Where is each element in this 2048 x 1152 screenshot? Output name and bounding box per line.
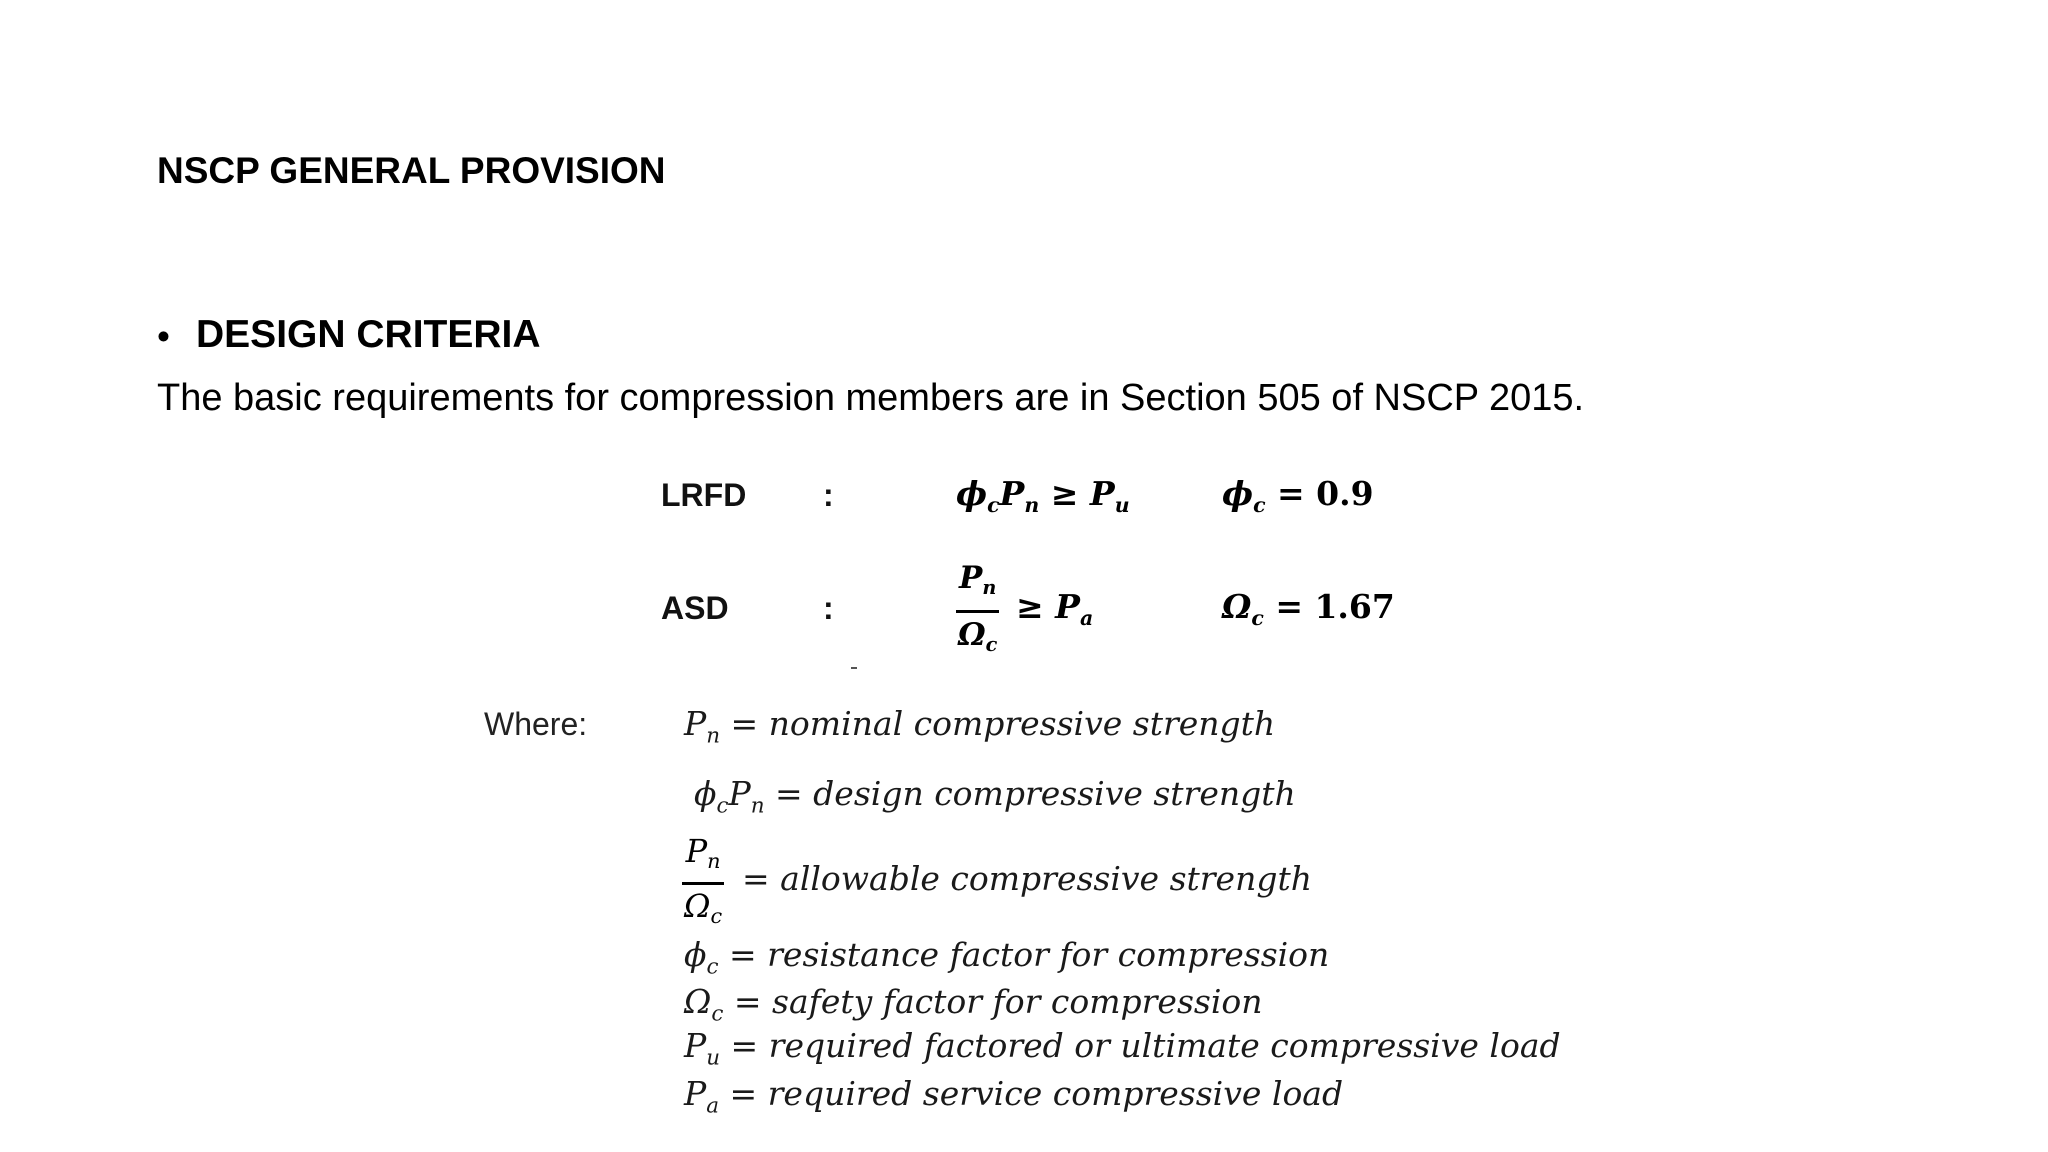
lrfd-colon: : bbox=[823, 477, 834, 513]
body-text: The basic requirements for compression members are in Section 505 of NSCP 2015. bbox=[157, 377, 1585, 419]
page-title: NSCP GENERAL PROVISION bbox=[157, 150, 666, 191]
def-pn-over-omega-fraction: $P_n$ $\Omega_c$ bbox=[684, 832, 723, 929]
def-pn: $P_n$ = nominal compressive strength bbox=[684, 704, 1276, 749]
def-phic-pn: $\phi_cP_n$ = design compressive strength bbox=[694, 774, 1296, 819]
lrfd-inequality: $\phi_cP_n \ge P_u$ bbox=[956, 474, 1130, 518]
def-pu: $P_u$ = required factored or ultimate compressive load bbox=[684, 1026, 1561, 1071]
bullet-marker: • bbox=[157, 316, 170, 357]
def-pa: $P_a$ = required service compressive load bbox=[684, 1074, 1344, 1119]
asd-fraction: $P_n$ $\Omega_c$ bbox=[958, 560, 998, 656]
asd-label: ASD bbox=[661, 590, 729, 626]
section-heading: DESIGN CRITERIA bbox=[196, 313, 541, 356]
asd-omega-value: $\Omega_c = 1.67$ bbox=[1222, 587, 1395, 631]
asd-colon: : bbox=[823, 590, 834, 626]
where-label: Where: bbox=[484, 706, 588, 742]
asd-inequality-rhs: ≥ $P_a$ bbox=[1016, 587, 1094, 631]
lrfd-phi-value: $\phi_c = 0.9$ bbox=[1222, 474, 1374, 518]
def-omegac: $\Omega_c$ = safety factor for compression bbox=[684, 982, 1263, 1027]
def-allowable: = allowable compressive strength bbox=[742, 859, 1312, 898]
def-phic: $\phi_c$ = resistance factor for compression bbox=[684, 935, 1330, 980]
stray-mark bbox=[851, 667, 857, 669]
lrfd-label: LRFD bbox=[661, 477, 747, 513]
